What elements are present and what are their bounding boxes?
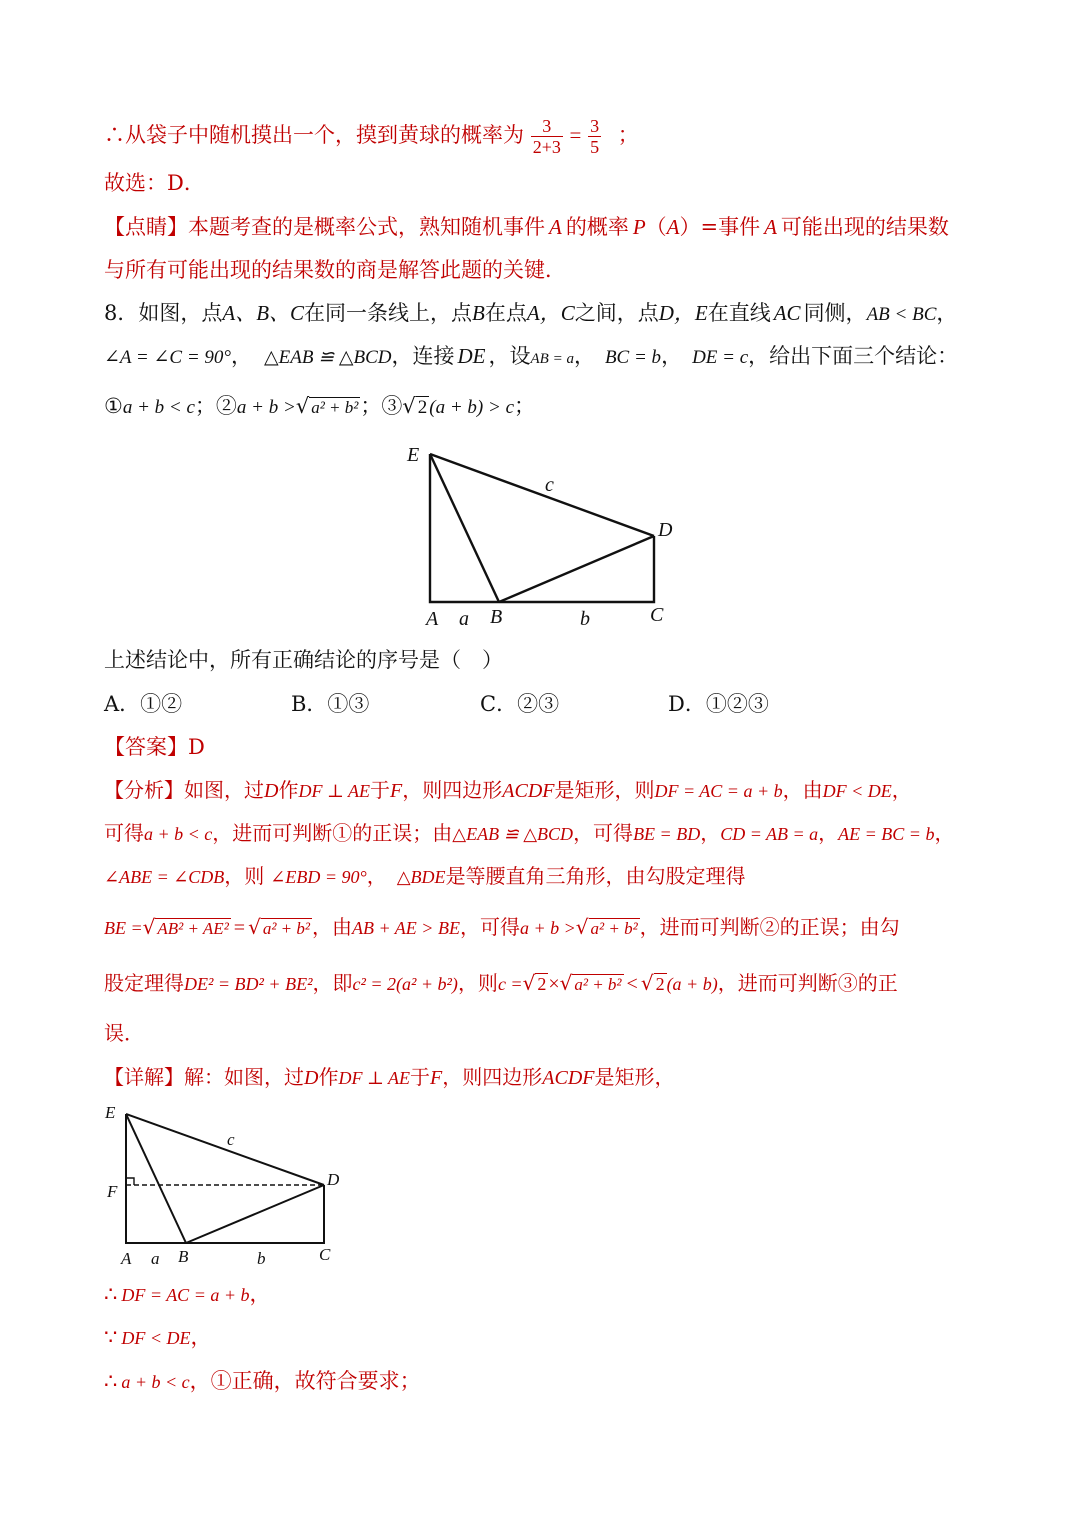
stem-text: ， — [573, 344, 595, 368]
sqrt-sign: √ — [142, 915, 156, 939]
conclusion-separator: ； — [514, 394, 535, 418]
fraction-1-denominator: 2+3 — [532, 137, 561, 157]
analysis-math: F — [390, 780, 403, 802]
stem-math: AB < BC — [866, 304, 937, 325]
right-angle-mark — [126, 1178, 134, 1185]
detail-math: F — [430, 1067, 443, 1089]
detail-line — [104, 1062, 674, 1093]
analysis-line-5 — [104, 968, 898, 1000]
question-stem-line-1 — [104, 298, 957, 330]
label-b: B — [178, 1247, 189, 1266]
conclusion-1-expr: a + b < c — [122, 397, 195, 418]
segment-bd — [186, 1185, 324, 1243]
analysis-math: × — [548, 973, 560, 995]
label-c-side: c — [227, 1130, 235, 1149]
sqrt-sign: √ — [575, 915, 589, 939]
analysis-text: ，则 — [224, 864, 265, 888]
analysis-text: 于 — [370, 778, 391, 802]
stem-math: AB = a — [530, 351, 574, 367]
analysis-text: ， — [700, 821, 721, 845]
answer-line — [104, 732, 205, 762]
analysis-text: 股定理得 — [104, 971, 184, 995]
label-c-side: c — [545, 474, 554, 496]
analysis-math: DF < DE — [822, 781, 892, 801]
analysis-math: D — [264, 780, 279, 802]
label-c: C — [319, 1245, 331, 1264]
conclusion-1-mark: ① — [104, 394, 123, 418]
analysis-math: c² = 2(a² + b²) — [352, 974, 458, 994]
answer-tag: 【答案】 — [104, 735, 188, 759]
analysis-math: DE² = BD² + BE² — [184, 974, 313, 994]
analysis-text: ，进而可判断③的正 — [717, 971, 898, 995]
conclusion-3-radicand: 2 — [417, 397, 428, 418]
stem-math: A，C — [526, 301, 575, 325]
fraction-2-denominator: 5 — [590, 137, 600, 157]
stem-text: ， — [231, 344, 253, 368]
equals-sign: = — [569, 123, 582, 147]
analysis-text: 是矩形，则 — [554, 778, 655, 802]
stem-text: 同侧， — [803, 301, 867, 325]
analysis-text: ， — [891, 778, 912, 802]
fraction-1-numerator: 3 — [531, 116, 563, 137]
detail-text: 作 — [318, 1065, 339, 1089]
analysis-text: ， — [818, 821, 839, 845]
analysis-text: ，由 — [782, 778, 823, 802]
hint-line-2: 与所有可能出现的结果数的商是解答此题的关键． — [104, 258, 566, 282]
stem-text: ，设 — [488, 344, 531, 368]
analysis-math: ∠EBD = 90° — [270, 867, 367, 887]
sqrt-sign: √ — [402, 394, 416, 418]
stem-text: 之间，点 — [574, 301, 659, 325]
radicand: 2 — [537, 974, 547, 994]
hint-text-1: 本题考查的是概率公式，熟知随机事件 — [188, 215, 545, 239]
label-a-side: a — [151, 1249, 160, 1268]
fraction-2-numerator: 3 — [590, 116, 600, 136]
step-symbol: ∴ — [104, 1282, 118, 1306]
detail-math: D — [304, 1067, 319, 1089]
analysis-text: ，进而可判断②的正误；由勾 — [639, 915, 900, 939]
analysis-text: 作 — [278, 778, 299, 802]
sqrt-sign: √ — [559, 971, 573, 995]
analysis-math: BE = — [104, 918, 143, 938]
analysis-math: a + b > — [519, 918, 576, 938]
analysis-math: AB + AE > BE — [352, 918, 460, 938]
conclusions-line — [104, 391, 535, 423]
label-a-side: a — [459, 608, 469, 630]
conclusion-2-expr: a + b > — [236, 397, 296, 418]
stem-text: 在点 — [484, 301, 527, 325]
step-tail: ， — [249, 1282, 271, 1306]
stem-text: 如图，点 — [138, 301, 223, 325]
analysis-text: ，由 — [312, 915, 352, 939]
analysis-line-6: 误． — [104, 1021, 144, 1045]
hint-text-5: 可能出现的结果数 — [780, 215, 949, 239]
analysis-math: (a + b) — [666, 974, 718, 994]
conclusion-2-radicand: a² + b² — [311, 398, 359, 417]
detail-text: 解：如图，过 — [184, 1065, 304, 1089]
analysis-math: DF = AC = a + b — [654, 781, 783, 801]
hint-var-a-2: A — [666, 215, 680, 239]
segment-ed — [126, 1114, 324, 1185]
analysis-line-2 — [104, 818, 954, 849]
label-c: C — [650, 604, 664, 626]
analysis-text: ，进而可判断①的正误；由 — [212, 821, 453, 845]
question-stem-line-2 — [104, 341, 958, 374]
option-a[interactable]: A．①② — [104, 692, 183, 716]
hint-line-1 — [104, 212, 949, 242]
conclusion-3-expr: (a + b) > c — [429, 397, 514, 418]
stem-math: D，E — [658, 301, 708, 325]
option-c[interactable]: C．②③ — [480, 692, 560, 716]
detail-text: ，则四边形 — [442, 1065, 543, 1089]
radicand: a² + b² — [262, 919, 310, 938]
choice-line: 故选：D． — [104, 171, 205, 195]
radicand: 2 — [655, 974, 665, 994]
step-2 — [104, 1322, 212, 1353]
label-f: F — [107, 1182, 118, 1201]
step-symbol: ∴ — [104, 1369, 118, 1393]
stem-text: 在同一条线上，点 — [304, 301, 473, 325]
analysis-math: AE = BC = b — [838, 824, 935, 844]
stem-math: DE — [457, 344, 486, 368]
stem-math: A、B、C — [222, 301, 305, 325]
stem-math: BC = b — [604, 347, 662, 368]
fraction-1 — [531, 116, 563, 157]
analysis-math: = — [233, 917, 246, 939]
stem-math: ∠A = ∠C = 90° — [104, 347, 232, 368]
detail-tag: 【详解】 — [104, 1065, 184, 1089]
step-3 — [104, 1366, 421, 1397]
option-d[interactable]: D．①②③ — [668, 692, 769, 716]
sqrt-sign: √ — [295, 394, 310, 418]
sqrt-sign: √ — [640, 971, 654, 995]
question-number: 8． — [104, 301, 139, 325]
hint-tag: 【点睛】 — [104, 215, 188, 239]
stem-math: AC — [773, 301, 801, 325]
stem-text: ，给出下面三个结论： — [748, 344, 959, 368]
analysis-text: ，可得 — [459, 915, 520, 939]
option-b[interactable]: B．①③ — [291, 692, 370, 716]
analysis-text: 如图，过 — [184, 778, 264, 802]
stem-text: ， — [661, 344, 683, 368]
analysis-line-1 — [104, 775, 912, 806]
stem-text: 在直线 — [707, 301, 771, 325]
sqrt-sign: √ — [522, 971, 536, 995]
analysis-line-4 — [104, 912, 900, 944]
hint-text-4: ）=事件 — [679, 215, 761, 239]
label-b: B — [490, 606, 503, 628]
hint-text-3: （ — [645, 215, 667, 239]
step-tail: ， — [190, 1325, 212, 1349]
hint-var-a: A — [549, 215, 562, 239]
geometry-figure-1 — [395, 440, 690, 635]
probability-line — [104, 116, 639, 157]
stem-math: △EAB ≌ △BCD — [264, 347, 392, 368]
radicand: AB² + AE² — [157, 919, 229, 938]
label-a: A — [121, 1249, 132, 1268]
radicand: a² + b² — [574, 975, 622, 994]
question-prompt: 上述结论中，所有正确结论的序号是（ ） — [104, 648, 503, 672]
answer-value: D — [188, 735, 205, 759]
analysis-text: ， — [366, 864, 387, 888]
stem-math: B — [472, 301, 485, 325]
sqrt-sign: √ — [248, 915, 261, 939]
analysis-text: 可得 — [104, 821, 144, 845]
step-expression: DF < DE — [121, 1328, 191, 1348]
analysis-math: DF ⊥ AE — [298, 781, 371, 801]
label-d: D — [658, 519, 673, 541]
label-e: E — [407, 444, 420, 466]
analysis-line-3 — [104, 861, 746, 892]
analysis-text: ， — [934, 821, 955, 845]
analysis-text: ，则四边形 — [402, 778, 503, 802]
analysis-tag: 【分析】 — [104, 778, 184, 802]
geometry-figure-2 — [100, 1100, 350, 1272]
analysis-text: ，可得 — [573, 821, 634, 845]
probability-text: ∴从袋子中随机摸出一个，摸到黄球的概率为 — [104, 123, 524, 147]
detail-text: 是矩形， — [594, 1065, 675, 1089]
probability-tail: ； — [617, 123, 639, 147]
analysis-text: 是等腰直角三角形，由勾股定理得 — [445, 864, 746, 888]
fraction-2 — [588, 116, 601, 157]
stem-math: DE = c — [692, 347, 749, 368]
conclusion-separator: ；② — [194, 394, 237, 418]
analysis-math: a + b < c — [144, 824, 213, 844]
analysis-math: CD = AB = a — [720, 824, 819, 844]
label-a: A — [426, 608, 439, 630]
stem-text: ，连接 — [391, 344, 455, 368]
label-e: E — [105, 1103, 116, 1122]
hint-var-a-3: A — [764, 215, 777, 239]
step-symbol: ∵ — [104, 1325, 118, 1349]
step-expression: a + b < c — [121, 1372, 190, 1392]
segment-bd — [499, 536, 654, 602]
step-expression: DF = AC = a + b — [121, 1285, 250, 1305]
conclusion-separator: ；③ — [360, 394, 403, 418]
detail-math: DF ⊥ AE — [338, 1068, 411, 1088]
stem-text: ， — [936, 301, 958, 325]
analysis-math: c = — [497, 974, 523, 994]
analysis-text: ，即 — [312, 971, 353, 995]
detail-text: 于 — [410, 1065, 431, 1089]
hint-text-2: 的概率 — [565, 215, 629, 239]
label-b-side: b — [257, 1249, 266, 1268]
analysis-math: △BDE — [396, 867, 446, 887]
step-1 — [104, 1279, 270, 1310]
radicand: a² + b² — [590, 919, 638, 938]
analysis-math: ACDF — [502, 780, 555, 802]
label-d: D — [327, 1170, 340, 1189]
analysis-math: △EAB ≌ △BCD — [452, 824, 574, 844]
label-b-side: b — [580, 608, 590, 630]
analysis-math: BE = BD — [633, 824, 701, 844]
analysis-math: ∠ABE = ∠CDB — [104, 867, 225, 887]
hint-var-p: P — [632, 215, 646, 239]
analysis-text: ，则 — [457, 971, 498, 995]
analysis-math: < — [626, 973, 638, 995]
detail-math: ACDF — [542, 1067, 595, 1089]
step-tail: ，①正确，故符合要求； — [189, 1369, 421, 1393]
